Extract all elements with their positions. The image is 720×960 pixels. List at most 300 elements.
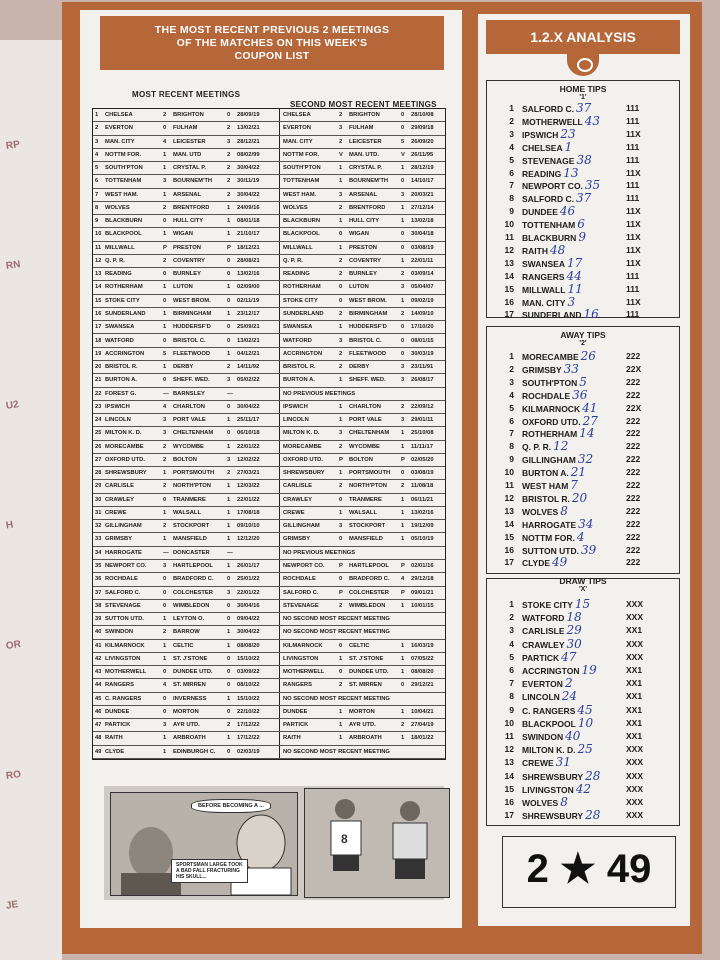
tip-number: 12 xyxy=(504,492,514,503)
second-home-score: 2 xyxy=(339,112,343,118)
second-home-team: MORECAMBE xyxy=(283,443,322,450)
home-score: 0 xyxy=(163,708,167,715)
home-team: PARTICK xyxy=(105,722,131,729)
second-away-score: 1 xyxy=(401,708,405,715)
second-match-date: 23/11/91 xyxy=(411,364,434,371)
second-away-score: 1 xyxy=(401,735,405,742)
tip-prediction: 222 xyxy=(626,389,641,400)
home-tips-title xyxy=(486,84,680,101)
second-away-team: HARTLEPOOL xyxy=(349,563,389,570)
second-home-score: P xyxy=(339,589,343,596)
home-tip-row xyxy=(500,128,676,141)
away-score: — xyxy=(227,390,233,397)
match-date: 02/09/00 xyxy=(237,284,260,291)
away-team: PORT VALE xyxy=(173,417,206,424)
away-score: 1 xyxy=(227,310,231,317)
stat-value: 2 ★ 49 xyxy=(526,847,652,891)
away-team: HUDDERSF'D xyxy=(173,324,211,331)
tip-prediction: XXX xyxy=(626,810,644,821)
match-date: 22/10/22 xyxy=(237,708,260,715)
tip-number: 15 xyxy=(504,783,514,794)
home-team: BURTON A. xyxy=(105,377,137,384)
row-number: 26 xyxy=(95,443,102,450)
second-away-team: LUTON xyxy=(349,284,369,291)
table-row xyxy=(93,560,445,573)
tip-team-name: CARLISLE xyxy=(522,626,565,637)
tip-prediction: 222 xyxy=(626,544,641,555)
away-score: 1 xyxy=(227,695,231,702)
home-score: 1 xyxy=(163,748,167,755)
second-match-date: 20/03/21 xyxy=(411,191,434,198)
handwritten-note: 49 xyxy=(552,555,568,570)
home-score: 0 xyxy=(163,669,167,676)
table-row xyxy=(93,640,445,653)
row-number: 37 xyxy=(95,589,102,596)
table-row xyxy=(93,613,445,626)
away-team: INVERNESS xyxy=(173,695,207,702)
caption-line: HIS SKULL... xyxy=(176,874,207,880)
tip-team xyxy=(522,389,587,403)
away-score: 0 xyxy=(227,112,231,118)
second-match-date: 27/12/14 xyxy=(411,204,434,211)
home-score: 1 xyxy=(163,284,167,291)
row-number: 49 xyxy=(95,748,102,755)
table-row xyxy=(93,228,445,241)
row-number: 19 xyxy=(95,350,102,357)
second-away-team: MAN. UTD. xyxy=(349,151,379,158)
most-recent-heading: MOST RECENT MEETINGS xyxy=(132,90,241,99)
away-score: 0 xyxy=(227,682,231,689)
match-date: 25/11/17 xyxy=(237,417,260,424)
row-number: 1 xyxy=(95,112,99,118)
away-team: SHEFF. WED. xyxy=(173,377,210,384)
analysis-title: 1.2.X ANALYSIS xyxy=(486,20,680,54)
row-number: 12 xyxy=(95,257,102,264)
home-team: NOTTM FOR. xyxy=(105,151,142,158)
tip-team-name: ROTHERHAM xyxy=(522,429,578,440)
draw-tip-row xyxy=(500,743,676,756)
row-number: 6 xyxy=(95,178,99,185)
second-match-date: 05/10/19 xyxy=(411,536,434,543)
home-team: WATFORD xyxy=(105,337,134,344)
second-home-score: P xyxy=(339,456,343,463)
tip-team xyxy=(522,440,568,454)
away-team: PORTSMOUTH xyxy=(173,470,215,477)
second-away-team: PORTSMOUTH xyxy=(349,470,391,477)
away-score: 1 xyxy=(227,536,231,543)
second-away-score: 0 xyxy=(401,682,405,689)
away-team: ST. MIRREN xyxy=(173,682,206,689)
home-tip-row xyxy=(500,205,676,218)
home-score: 1 xyxy=(163,536,167,543)
second-home-score: 1 xyxy=(339,655,343,662)
away-team: WEST BROM. xyxy=(173,297,211,304)
table-row xyxy=(93,706,445,719)
home-team: CARLISLE xyxy=(105,483,134,490)
tip-team xyxy=(522,492,587,506)
second-home-team: PARTICK xyxy=(283,722,309,729)
away-score: 1 xyxy=(227,496,231,503)
home-score: 4 xyxy=(163,138,167,145)
tip-number: 2 xyxy=(509,363,514,374)
row-number: 40 xyxy=(95,629,102,636)
second-match-date: 06/11/21 xyxy=(411,496,434,503)
tip-number: 10 xyxy=(504,467,514,478)
second-home-score: 0 xyxy=(339,642,343,649)
away-team: BARROW xyxy=(173,629,200,636)
home-team: KILMARNOCK xyxy=(105,642,145,649)
match-date: 05/02/22 xyxy=(237,377,260,384)
second-match-date: 30/03/19 xyxy=(411,350,434,357)
tip-team-name: EVERTON xyxy=(522,679,563,690)
away-tip-row xyxy=(500,544,676,557)
away-score: 3 xyxy=(227,589,231,596)
second-away-score: 0 xyxy=(401,244,405,251)
tip-number: 5 xyxy=(509,154,514,165)
table-row xyxy=(93,414,445,427)
table-row xyxy=(93,467,445,480)
second-match-date: 08/01/15 xyxy=(411,337,434,344)
tip-number: 4 xyxy=(509,141,514,152)
handwritten-note: 32 xyxy=(577,452,594,467)
home-team: RANGERS xyxy=(105,682,134,689)
away-score: 0 xyxy=(227,337,231,344)
second-away-team: BRIGHTON xyxy=(349,112,380,118)
tip-prediction: 111 xyxy=(626,115,640,126)
second-home-team: CREWE xyxy=(283,509,305,516)
match-date: 22/01/22 xyxy=(237,443,260,450)
tip-prediction: XX1 xyxy=(626,691,643,702)
table-row xyxy=(93,281,445,294)
tip-number: 17 xyxy=(504,309,514,320)
match-date: 30/04/22 xyxy=(237,165,260,172)
draw-tip-row xyxy=(500,624,676,637)
home-tip-row xyxy=(500,244,676,257)
second-home-team: MAN. CITY xyxy=(283,138,313,145)
away-team: WIGAN xyxy=(173,231,193,238)
away-team: TRANMERE xyxy=(173,496,206,503)
tip-team-name: SUTTON UTD. xyxy=(522,545,579,556)
tip-team-name: BRISTOL R. xyxy=(522,493,570,504)
second-away-team: WIGAN xyxy=(349,231,369,238)
match-date: 08/10/22 xyxy=(237,682,260,689)
handwritten-note: 47 xyxy=(561,649,577,664)
tip-team-name: SALFORD C. xyxy=(522,194,574,205)
second-away-score: 2 xyxy=(401,310,405,317)
second-match-date: 10/04/21 xyxy=(411,708,434,715)
second-home-team: WATFORD xyxy=(283,337,312,344)
handwritten-note: 24 xyxy=(561,689,578,704)
second-home-score: 2 xyxy=(339,682,343,689)
second-match-date: 14/10/17 xyxy=(411,178,434,185)
second-home-team: WOLVES xyxy=(283,204,308,211)
home-score: 0 xyxy=(163,377,167,384)
second-match-date: 03/09/14 xyxy=(411,271,434,278)
tip-number: 5 xyxy=(509,651,514,662)
tip-team-name: MOTHERWELL xyxy=(522,116,583,127)
away-score: 0 xyxy=(227,708,231,715)
away-score: 0 xyxy=(227,430,231,437)
second-match-date: 03/08/19 xyxy=(411,244,434,251)
tip-team-name: SALFORD C. xyxy=(522,104,574,114)
tip-number: 1 xyxy=(509,599,514,609)
away-team: BRISTOL C. xyxy=(173,337,206,344)
tip-team xyxy=(522,556,567,570)
row-number: 30 xyxy=(95,496,102,503)
row-number: 41 xyxy=(95,642,102,649)
row-number: 32 xyxy=(95,523,102,530)
match-date: 13/02/21 xyxy=(237,125,260,132)
handwritten-note: 30 xyxy=(566,636,582,651)
handwritten-note: 17 xyxy=(566,255,583,270)
second-home-score: 2 xyxy=(339,443,343,450)
table-row xyxy=(93,202,445,215)
away-team: CHELTENHAM xyxy=(173,430,214,437)
match-date: 27/03/21 xyxy=(237,470,260,477)
away-team: LUTON xyxy=(173,284,193,291)
tip-prediction: 222 xyxy=(626,480,641,490)
handwritten-note: 4 xyxy=(576,529,585,544)
away-team: HULL CITY xyxy=(173,218,204,225)
away-team: COVENTRY xyxy=(173,257,205,264)
tip-team-name: TOTTENHAM xyxy=(522,220,576,231)
second-away-score: 1 xyxy=(401,430,405,437)
tip-team-name: WOLVES xyxy=(522,798,559,808)
match-date: 30/11/19 xyxy=(237,178,260,185)
title-line: OF THE MATCHES ON THIS WEEK'S xyxy=(176,37,368,49)
tip-prediction: XXX xyxy=(626,612,644,623)
table-row xyxy=(93,547,445,560)
away-score: 1 xyxy=(227,417,231,424)
away-score: 0 xyxy=(227,748,231,755)
tip-prediction: 111 xyxy=(626,309,640,320)
second-away-team: CRYSTAL P. xyxy=(349,165,382,172)
tip-team-name: MORECAMBE xyxy=(522,352,579,362)
away-tip-row xyxy=(500,505,676,518)
home-score: 0 xyxy=(163,218,167,225)
second-match-date: 05/04/07 xyxy=(411,284,434,291)
home-score: 2 xyxy=(163,443,167,450)
home-score: — xyxy=(163,390,169,397)
away-team: ST. J'STONE xyxy=(173,655,208,662)
second-away-score: 1 xyxy=(401,669,405,676)
strip-text: OR xyxy=(5,639,22,652)
row-number: 45 xyxy=(95,695,102,702)
second-match-date: 13/02/18 xyxy=(411,218,434,225)
tip-prediction: XX1 xyxy=(626,665,643,675)
second-away-team: ST. J'STONE xyxy=(349,655,384,662)
table-row xyxy=(93,533,445,546)
tip-team xyxy=(522,296,575,310)
handwritten-note: 3 xyxy=(567,294,576,309)
second-away-team: STOCKPORT xyxy=(349,523,386,530)
tip-prediction: XXX xyxy=(626,744,644,755)
tip-team xyxy=(522,783,591,797)
away-team: MORTON xyxy=(173,708,199,715)
tip-prediction: 111 xyxy=(626,283,640,294)
tip-number: 15 xyxy=(504,531,514,542)
away-score: 0 xyxy=(227,576,231,583)
home-score: 2 xyxy=(163,204,167,211)
home-team: WOLVES xyxy=(105,204,130,211)
strip-text: RN xyxy=(5,259,22,272)
away-score: 2 xyxy=(227,125,231,132)
tip-team-name: WATFORD xyxy=(522,613,565,624)
tip-team-name: BLACKPOOL xyxy=(522,718,576,729)
home-team: BLACKPOOL xyxy=(105,231,142,238)
tip-team xyxy=(522,205,575,219)
comic-panel-players xyxy=(304,788,450,898)
second-away-team: PRESTON xyxy=(349,244,377,251)
tip-prediction: XX1 xyxy=(626,731,643,741)
handwritten-note: 10 xyxy=(577,715,594,730)
table-row xyxy=(93,600,445,613)
row-number: 33 xyxy=(95,536,102,543)
home-score: 3 xyxy=(163,178,167,185)
home-tip-row xyxy=(500,257,676,270)
row-number: 46 xyxy=(95,708,102,715)
row-number: 18 xyxy=(95,337,102,344)
second-away-team: BIRMINGHAM xyxy=(349,310,388,317)
row-number: 43 xyxy=(95,669,102,676)
table-row xyxy=(93,149,445,162)
handwritten-note: 8 xyxy=(560,795,568,809)
second-match-date: 28/12/19 xyxy=(411,165,434,172)
home-score: 1 xyxy=(163,642,167,649)
second-away-team: ST. MIRREN xyxy=(349,682,382,689)
table-row xyxy=(93,374,445,387)
row-number: 10 xyxy=(95,231,102,238)
home-score: 3 xyxy=(163,722,167,729)
second-away-score: 3 xyxy=(401,284,405,291)
second-match-date: 19/12/09 xyxy=(411,523,434,530)
table-row xyxy=(93,480,445,493)
second-home-team: NO SECOND MOST RECENT MEETING xyxy=(283,748,390,755)
table-row xyxy=(93,666,445,679)
second-match-date: 16/03/19 xyxy=(411,642,434,649)
away-team: DERBY xyxy=(173,364,194,371)
handwritten-note: 28 xyxy=(585,768,601,783)
second-match-date: 27/04/19 xyxy=(411,722,434,729)
home-team: LIVINGSTON xyxy=(105,655,141,662)
home-team: OXFORD UTD. xyxy=(105,456,145,463)
tip-team-name: READING xyxy=(522,168,562,179)
away-team: CELTIC xyxy=(173,642,194,649)
second-match-date: 26/09/20 xyxy=(411,138,434,145)
second-home-team: EVERTON xyxy=(283,125,311,132)
second-home-score: 1 xyxy=(339,178,343,185)
tip-number: 11 xyxy=(505,731,514,741)
second-home-score: 2 xyxy=(339,310,343,317)
away-team: BARNSLEY xyxy=(173,390,205,397)
table-row xyxy=(93,746,445,759)
draw-tips-code: 'X' xyxy=(579,586,587,593)
second-away-score: 5 xyxy=(401,138,405,145)
tip-number: 3 xyxy=(509,128,514,139)
second-away-score: P xyxy=(401,456,405,463)
second-away-score: 1 xyxy=(401,204,405,211)
second-home-score: 1 xyxy=(339,403,343,410)
tip-prediction: 11X xyxy=(626,219,641,230)
second-away-score: 1 xyxy=(401,509,405,516)
away-score: 2 xyxy=(227,470,231,477)
second-home-team: MOTHERWELL xyxy=(283,669,325,676)
second-away-team: CHELTENHAM xyxy=(349,430,390,437)
away-score: 1 xyxy=(227,629,231,636)
match-date: 26/01/17 xyxy=(237,563,260,570)
away-team: DUNDEE UTD. xyxy=(173,669,213,676)
second-away-team: MORTON xyxy=(349,708,375,715)
second-home-team: GILLINGHAM xyxy=(283,523,320,530)
away-team: CRYSTAL P. xyxy=(173,165,206,172)
away-score: 2 xyxy=(227,722,231,729)
handwritten-note: 7 xyxy=(570,478,578,492)
row-number: 15 xyxy=(95,297,102,304)
second-match-date: 17/10/20 xyxy=(411,324,434,331)
second-away-team: WYCOMBE xyxy=(349,443,380,450)
home-team: READING xyxy=(105,271,132,278)
row-number: 16 xyxy=(95,310,102,317)
handwritten-note: 41 xyxy=(582,400,598,415)
row-number: 22 xyxy=(95,390,102,397)
tip-team-name: SWINDON xyxy=(522,732,564,742)
second-match-date: 29/12/21 xyxy=(411,682,434,689)
tip-team-name: MILTON K. D. xyxy=(522,745,576,756)
tip-prediction: 11X xyxy=(626,296,641,307)
tip-number: 17 xyxy=(504,810,514,821)
tip-prediction: 11X xyxy=(626,206,641,217)
second-home-score: 3 xyxy=(339,337,343,344)
tip-team-name: SHREWSBURY xyxy=(522,771,584,782)
second-home-team: BLACKBURN xyxy=(283,218,321,225)
tip-number: 13 xyxy=(504,505,514,516)
tip-team-name: Q. P. R. xyxy=(522,442,552,453)
second-away-score: 1 xyxy=(401,655,405,662)
tip-prediction: XXX xyxy=(626,757,644,768)
tip-team-name: NOTTM FOR. xyxy=(522,532,575,543)
tip-team-name: LINCOLN xyxy=(522,692,560,703)
handwritten-note: 37 xyxy=(575,191,592,206)
meetings-table xyxy=(92,108,446,760)
draw-tip-row xyxy=(500,717,676,730)
home-score: 1 xyxy=(163,231,167,238)
tip-team xyxy=(522,756,571,770)
home-team: EVERTON xyxy=(105,125,133,132)
tip-number: 3 xyxy=(509,376,514,387)
tip-prediction: 222 xyxy=(626,531,641,542)
second-home-team: DUNDEE xyxy=(283,708,308,715)
second-home-score: 1 xyxy=(339,735,343,742)
row-number: 11 xyxy=(95,244,102,251)
tip-prediction: 111 xyxy=(626,154,640,165)
tip-prediction: 111 xyxy=(626,180,640,191)
second-home-team: NO SECOND MOST RECENT MEETING xyxy=(283,695,390,702)
match-date: 30/04/22 xyxy=(237,403,260,410)
draw-tip-row xyxy=(500,651,676,664)
match-date: 13/02/16 xyxy=(237,271,260,278)
away-tip-row xyxy=(500,479,676,492)
home-score: 2 xyxy=(163,456,167,463)
second-home-team: BRISTOL R. xyxy=(283,364,316,371)
second-match-date: 11/11/17 xyxy=(411,443,433,450)
second-home-score: 0 xyxy=(339,284,343,291)
table-row xyxy=(93,268,445,281)
tip-team-name: NEWPORT CO. xyxy=(522,181,583,192)
draw-tip-row xyxy=(500,611,676,624)
tip-team-name: STOKE CITY xyxy=(522,600,573,610)
home-tip-row xyxy=(500,154,676,167)
tip-team-name: IPSWICH xyxy=(522,129,559,140)
